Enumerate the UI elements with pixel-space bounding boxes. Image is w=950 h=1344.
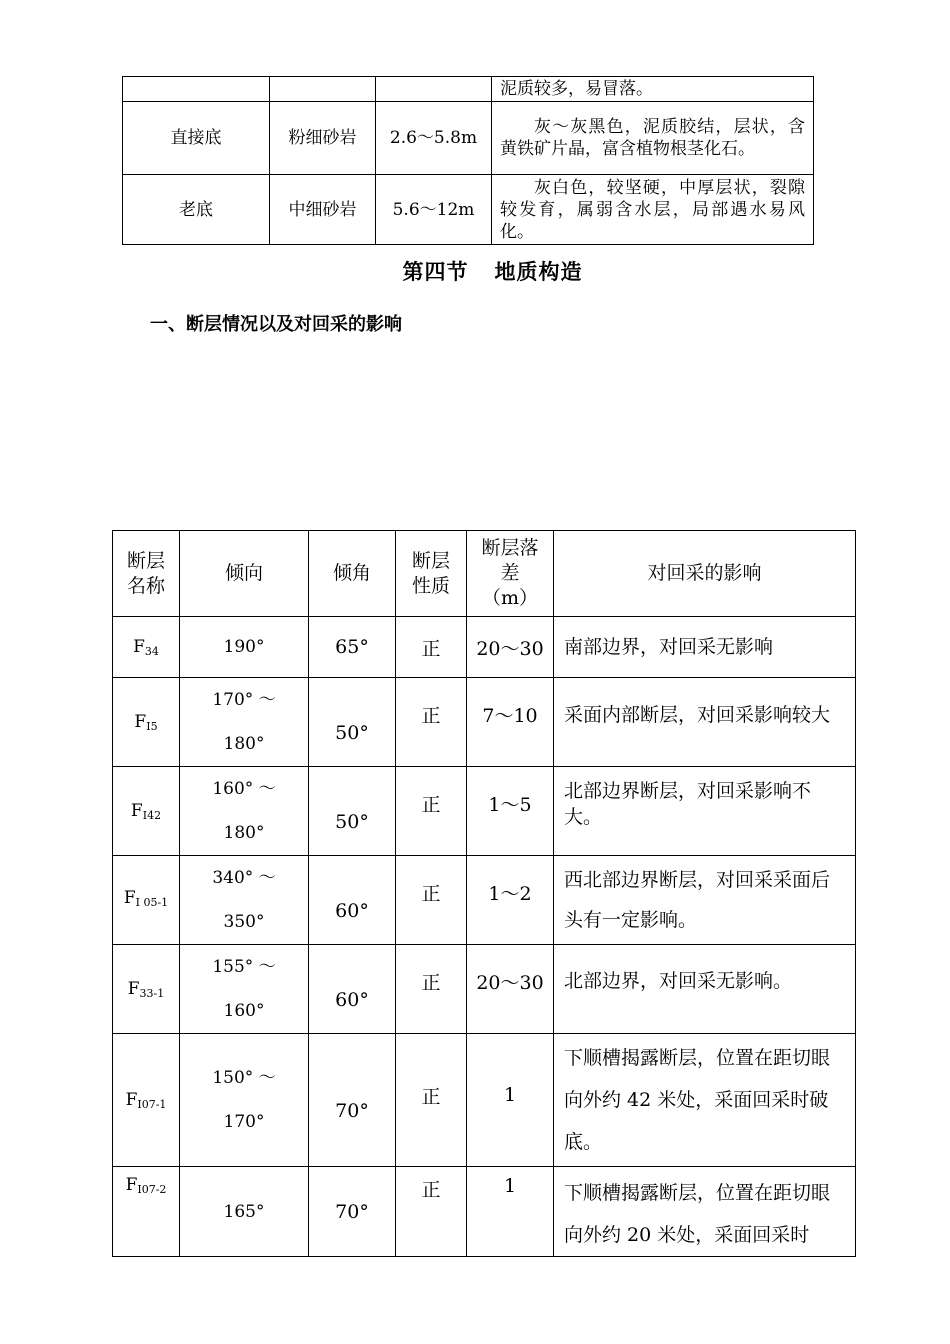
table-row [113,767,856,856]
fault-name-cell: $F_{I07-1}$ [113,1034,180,1167]
impact-cell: 北部边界断层，对回采影响不大。 [554,767,856,856]
throw-cell: 20～30 [467,945,554,1034]
fault-name-cell: $F_{34}$ [113,617,180,678]
description-cell: 灰白色，较坚硬，中厚层状，裂隙较发育，属弱含水层，局部遇水易风化。 [492,175,814,245]
table-header-row [113,531,856,617]
nature-cell: 正 [396,617,467,678]
nature-cell: 正 [396,678,467,767]
angle-cell: 70° [309,1034,396,1167]
thickness-cell: 5.6～12m [376,175,492,245]
direction-cell: 165° [180,1167,309,1257]
table-row [113,678,856,767]
impact-cell: 采面内部断层，对回采影响较大 [554,678,856,767]
angle-cell: 60° [309,856,396,945]
table-row [123,102,814,175]
header-nature: 断层 性质 [396,531,467,617]
nature-cell: 正 [396,856,467,945]
direction-cell: 155° ～ 160° [180,945,309,1034]
position-cell: 老底 [123,175,270,245]
section-name: 地质构造 [494,260,583,284]
impact-cell: 下顺槽揭露断层，位置在距切眼向外约 20 米处，采面回采时 [554,1167,856,1257]
table-row [123,175,814,245]
section-title [0,256,950,286]
nature-cell: 正 [396,1034,467,1167]
nature-cell: 正 [396,945,467,1034]
section-number: 第四节 [402,260,469,284]
angle-cell: 60° [309,945,396,1034]
table-row [113,1167,856,1257]
impact-cell: 南部边界，对回采无影响 [554,617,856,678]
nature-cell: 正 [396,767,467,856]
direction-cell: 160° ～ 180° [180,767,309,856]
direction-cell: 150° ～ 170° [180,1034,309,1167]
angle-cell: 70° [309,1167,396,1257]
impact-cell: 北部边界，对回采无影响。 [554,945,856,1034]
impact-cell: 西北部边界断层，对回采采面后头有一定影响。 [554,856,856,945]
table-row [123,77,814,102]
thickness-cell: 2.6～5.8m [376,102,492,175]
rock-type-cell: 粉细砂岩 [270,102,376,175]
throw-cell: 20～30 [467,617,554,678]
table-row [113,856,856,945]
position-cell: 直接底 [123,102,270,175]
angle-cell: 50° [309,678,396,767]
table-row [113,945,856,1034]
description-cell: 泥质较多，易冒落。 [492,77,814,102]
table-row [113,617,856,678]
thickness-cell [376,77,492,102]
throw-cell: 7～10 [467,678,554,767]
direction-cell: 190° [180,617,309,678]
fault-name-cell: $F_{I07-2}$ [113,1167,180,1257]
throw-cell: 1～2 [467,856,554,945]
angle-cell: 65° [309,617,396,678]
throw-cell: 1 [467,1167,554,1257]
throw-cell: 1 [467,1034,554,1167]
impact-cell: 下顺槽揭露断层，位置在距切眼向外约 42 米处，采面回采时破底。 [554,1034,856,1167]
direction-cell: 170° ～ 180° [180,678,309,767]
rock-type-cell: 中细砂岩 [270,175,376,245]
header-fault-name: 断层 名称 [113,531,180,617]
throw-cell: 1～5 [467,767,554,856]
fault-name-cell: $F_{33-1}$ [113,945,180,1034]
description-cell: 灰～灰黑色，泥质胶结，层状，含黄铁矿片晶，富含植物根茎化石。 [492,102,814,175]
direction-cell: 340° ～ 350° [180,856,309,945]
fault-name-cell: $F_{I42}$ [113,767,180,856]
table-row [113,1034,856,1167]
header-direction: 倾向 [180,531,309,617]
subsection-title: 一、断层情况以及对回采的影响 [150,314,402,335]
fault-name-cell: $F_{I 05-1}$ [113,856,180,945]
angle-cell: 50° [309,767,396,856]
header-throw: 断层落 差 （m） [467,531,554,617]
rock-type-cell [270,77,376,102]
rock-layer-table [122,76,814,245]
position-cell [123,77,270,102]
fault-name-cell: $F_{I5}$ [113,678,180,767]
header-angle: 倾角 [309,531,396,617]
header-impact: 对回采的影响 [554,531,856,617]
fault-table [112,530,856,1257]
nature-cell: 正 [396,1167,467,1257]
